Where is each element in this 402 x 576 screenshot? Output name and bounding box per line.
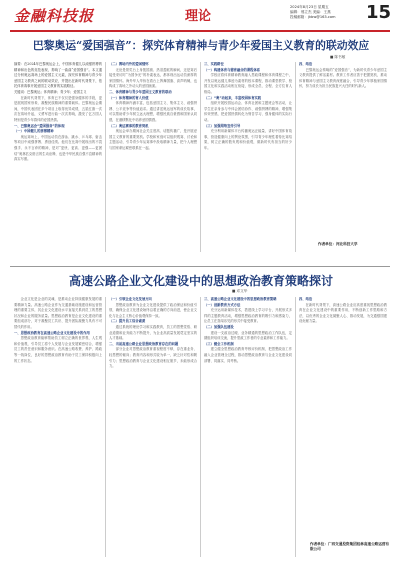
article2-column-3 [204, 297, 292, 557]
article-separator [10, 266, 390, 267]
article2-heading-3: 三、高速公路企业文化建设中的思想政治教育策略 [204, 297, 277, 301]
article1-paragraph-2: 无论是领奖台上身披国旗、热泪盈眶的瞬间，还是赛后接受采访时“为国争光”的朴素表达，都体现出运动员深厚的家国情怀。海外华人华侨在看台上挥舞国旗、高声呐喊，也构成了赛场之外动人的爱国画面。 [109, 67, 197, 89]
column-divider [105, 62, 106, 252]
article1-column-4 [299, 62, 387, 234]
article2-heading-4: 四、结语 [299, 297, 313, 301]
section-title: 理论 [185, 9, 212, 24]
article1-subheading-3-1: （一）构建体育与德育融合的课程体系 [204, 67, 261, 72]
article2-subheading-3-1: （一）创新教育方式方法 [204, 302, 241, 307]
article2-byline: ■ 邓文华 [232, 289, 248, 293]
article1-subheading-2-1: （一）体育精神的育人价值 [109, 95, 149, 100]
article1-heading-2: 二、体育精神与青少年爱国主义教育的联动 [109, 89, 172, 94]
article1-paragraph-8: 巴黎奥运会奏响的“爱国强音”，为新时代青少年爱国主义教育提供了鲜活素材。教育工作者应善于把握契机，推动体育精神与爱国主义教育深度融合，引导青少年厚植家国情怀，努力成长为担当民族复兴大任的时代新人。 [299, 67, 387, 89]
article1-paragraph-3: 体育精神内涵丰富，包括爱国主义、集体主义、顽强拼搏、公平竞争等价值追求。通过讲述奥运冠军的成长故事，可以帮助青少年树立远大理想，增强民族自豪感和国家认同感，在潜移默化中培养爱国情感。 [109, 101, 197, 122]
column-divider [295, 62, 296, 252]
article2-paragraph-9: 在新时代背景下，高速公路企业应高度重视思想政治教育在企业文化建设中的重要作用，不断创新工作思路和方法，以优秀的企业文化凝聚人心、推动发展，为交通强国建设贡献力量。 [299, 302, 387, 324]
article2-headline: 高速公路企业文化建设中的思想政治教育策略探讨 [68, 274, 333, 288]
article1-column-1 [14, 62, 102, 254]
article2-heading-1: 一、思想政治教育在高速公路企业文化建设中的作用 [14, 330, 90, 335]
contact-line: 投稿邮箱：jkbw@163.com [290, 15, 336, 19]
article1-intro: 在新时代背景下，体育已不仅仅是强身健体的手段，更是展现国家形象、凝聚民族精神的重要载体。巴黎奥运会期间，中国代表团在多个项目上取得优异成绩，五星红旗一次次在赛场升起，义勇军进行曲一次次奏响，激发了亿万国人特别是青少年群体的爱国热情。 [14, 95, 102, 122]
article2-column-1 [14, 297, 102, 557]
article2-column-2 [109, 297, 197, 557]
date-line: 2024年8月23日 星期五 [290, 5, 329, 9]
column-divider [105, 297, 106, 557]
article2-subheading-3-3: （三）健全工作机制 [204, 341, 234, 346]
article1-subheading-3-2: （二）“奥”动起来，丰富校园体育实践 [204, 95, 262, 100]
masthead-info [290, 5, 336, 20]
article2-paragraph-7: 建设一支政治过硬、业务精通的思想政治工作队伍，定期组织培训交流，提升思政工作者的专业素养和工作能力。 [204, 330, 292, 341]
article1-headline: 巴黎奥运“爱国强音”：探究体育精神与青少年爱国主义教育的联动效应 [32, 39, 370, 52]
article1-subheading-1-2: （二）赛场内外的爱国情怀 [109, 62, 149, 66]
article2-subheading-1-1: （一）引领企业文化发展方向 [109, 297, 152, 301]
article2-paragraph-6: 充分运用新媒体技术，搭建线上学习平台，开展形式多样的主题教育活动，增强思想政治教育的吸引力和感染力，让员工在喜闻乐见的形式中接受教育。 [204, 308, 292, 324]
editor-line: 编辑：邢立杰 美编：王燕 [290, 10, 331, 14]
article1-heading-4: 四、结语 [299, 62, 313, 66]
article1-paragraph-1: 奥运赛场上，中国运动员在游泳、跳水、乒乓球、射击等项目中顽强拼搏、勇创佳绩。他们在比赛中展现出的不畏强手、永不言弃的精神，是对“更快、更高、更强——更团结”奥林匹克格言的生动诠释，也是中华民族自强不息精神的真实写照。 [14, 134, 102, 162]
article2-paragraph-3: 思想政治教育为企业文化建设提供了政治保证和价值引领，确保企业文化建设始终沿着正确的方向前进，使企业文化与社会主义核心价值观保持一致。 [109, 302, 197, 318]
masthead-rule [10, 30, 390, 32]
article1-subheading-3-3: （三）加强网络宣传引导 [204, 123, 241, 128]
article2-paragraph-5: 部分企业对思想政治教育重视程度不够，存在重业务、轻思想的倾向；教育内容和形式较为单一，缺乏针对性和吸引力；思想政治教育与企业文化建设相互脱节，未能形成合力。 [109, 347, 197, 369]
column-divider [295, 297, 296, 557]
article2-paragraph-4: 通过系统的理论学习和实践教育，员工的思想觉悟、职业道德和业务能力不断提升，为企业高质量发展奠定坚实的人才基础。 [109, 324, 197, 341]
column-divider [200, 62, 201, 252]
article1-byline: ■ 陈书敏 [330, 55, 346, 59]
column-divider [200, 297, 201, 557]
article1-paragraph-4: 奥运会举办期间社会关注度高、话题传播广，是开展爱国主义教育的重要契机。学校和家庭可以组织观赛、讨论和主题活动，引导青少年从赛事中汲取精神力量，把个人理想与国家命运紧密联系在一起。 [109, 129, 197, 150]
article1-heading-3: 三、实践路径 [204, 62, 224, 66]
article1-heading-1: 一、巴黎奥运会“爱国强音”的体现 [14, 123, 65, 128]
article1-paragraph-6: 组织开展校园运动会、体育社团和主题班会等活动，让学生在亲身参与中体会团结协作、顽强拼搏的精神，增强集体荣誉感，把爱国热情转化为刻苦学习、强身健体的实际行动。 [204, 101, 292, 122]
article1-column-3 [204, 62, 292, 254]
article1-column-2 [109, 62, 197, 254]
article2-subheading-1-2: （二）提升员工综合素质 [109, 319, 146, 324]
article2-paragraph-8: 建立健全思想政治教育考核评价机制，把思想政治工作融入企业管理全过程，推动思想政治教育与企业文化建设同部署、同落实、同考核。 [204, 347, 292, 363]
article2-author-note: 作者单位：广西交通投资集团桂林高速公路运营有限公司 [310, 542, 390, 551]
article1-subheading-2-2: （二）奥运赛事的教育契机 [109, 123, 149, 128]
article1-keywords: 关键词：巴黎奥运；体育精神；青少年；爱国主义 [14, 89, 87, 94]
article2-heading-2: 二、当前高速公路企业思想政治教育存在的问题 [109, 341, 179, 346]
article1-paragraph-7: 充分利用新媒体平台传播奥运正能量，讲好中国体育故事，营造健康向上的舆论氛围，引导青少年理性看待比赛结果，树立正确的胜负观和价值观，做新时代有担当的好少年。 [204, 129, 292, 150]
article1-paragraph-5: 学校应将体育精神教育融入思政课程和体育课程之中，开发以奥运健儿事迹为素材的校本课程，推动课堂教学、校园文化和实践活动相互衔接，形成全员、全程、全方位育人格局。 [204, 73, 292, 94]
article1-subheading-1-1: （一）中国健儿的拼搏精神 [14, 129, 54, 134]
newspaper-title: 金融科技报 [14, 7, 95, 25]
article2-paragraph-2: 思想政治教育能够帮助员工树立正确的世界观、人生观和价值观，引导员工将个人发展与企业发展紧密结合，增强员工的责任意识和服务意识。在高速公路收费、养护、路政等一线岗位，良好的思想政治教育有助于员工保持积极向上的工作状态。 [14, 336, 102, 363]
page-number: 15 [366, 2, 392, 23]
article2-subheading-3-2: （二）加强队伍建设 [204, 324, 234, 329]
article1-author-note: 作者单位：河北科技大学 [318, 242, 358, 246]
article1-summary: 摘要：在2024年巴黎奥运会上，中国体育健儿以顽强拼搏的精神和出色的竞技表现，奏响了一曲曲“爱国强音”。本文通过分析奥运赛场上的爱国主义元素，探究体育精神与青少年爱国主义教育之间的联动效应，并提出在新时代背景下，依托体育赛事开展爱国主义教育的实践路径。 [14, 62, 102, 89]
article2-paragraph-1: 企业文化是企业的灵魂，是推动企业持续健康发展的重要精神力量。高速公路企业作为交通基础设施建设和运营管理的重要主体，其企业文化建设水平直接关系到员工的思想状况和企业的服务质量。思想政治教育是企业文化建设的重要组成部分，对于凝聚员工共识、提升团队凝聚力具有不可替代的作用。 [14, 297, 102, 329]
article2-column-4 [299, 297, 387, 537]
